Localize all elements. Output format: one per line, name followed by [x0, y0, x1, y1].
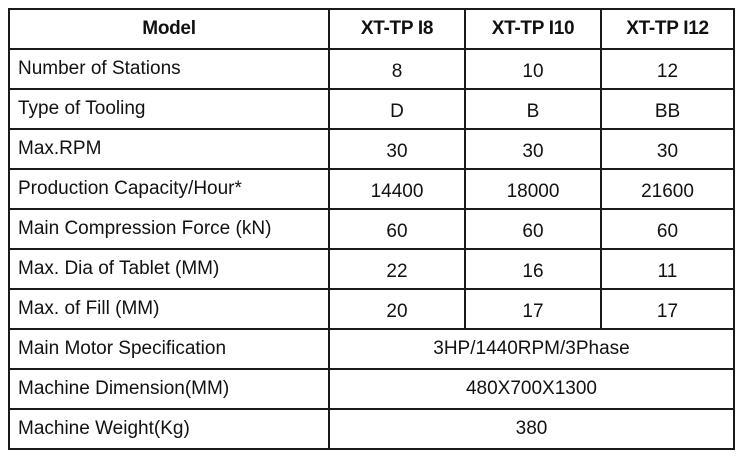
cell-value: 60 — [465, 209, 601, 249]
row-label: Main Compression Force (kN) — [9, 209, 329, 249]
table-row — [9, 209, 734, 249]
cell-value-spanned: 380 — [329, 409, 734, 449]
table-row — [9, 329, 734, 369]
row-label: Production Capacity/Hour* — [9, 169, 329, 209]
cell-value: 17 — [465, 289, 601, 329]
model-name-i8: XT-TP I8 — [329, 9, 465, 49]
cell-value: 10 — [465, 49, 601, 89]
cell-value: 22 — [329, 249, 465, 289]
cell-value: 18000 — [465, 169, 601, 209]
cell-value: 17 — [601, 289, 734, 329]
cell-value: B — [465, 89, 601, 129]
row-label: Max.RPM — [9, 129, 329, 169]
cell-value: 30 — [465, 129, 601, 169]
table-row — [9, 89, 734, 129]
table-row — [9, 409, 734, 449]
specification-table — [8, 8, 735, 450]
cell-value: 8 — [329, 49, 465, 89]
table-row — [9, 169, 734, 209]
cell-value: BB — [601, 89, 734, 129]
table-row — [9, 249, 734, 289]
row-label: Max. of Fill (MM) — [9, 289, 329, 329]
row-label: Machine Dimension(MM) — [9, 369, 329, 409]
table-row — [9, 129, 734, 169]
table-row — [9, 369, 734, 409]
table-row — [9, 49, 734, 89]
row-label: Max. Dia of Tablet (MM) — [9, 249, 329, 289]
cell-value: 60 — [601, 209, 734, 249]
cell-value: 11 — [601, 249, 734, 289]
cell-value: 60 — [329, 209, 465, 249]
cell-value: 14400 — [329, 169, 465, 209]
cell-value-spanned: 480X700X1300 — [329, 369, 734, 409]
model-name-i10: XT-TP I10 — [465, 9, 601, 49]
cell-value: 16 — [465, 249, 601, 289]
cell-value: 30 — [601, 129, 734, 169]
cell-value: D — [329, 89, 465, 129]
row-label: Machine Weight(Kg) — [9, 409, 329, 449]
cell-value: 30 — [329, 129, 465, 169]
cell-value: 20 — [329, 289, 465, 329]
table-row — [9, 289, 734, 329]
cell-value: 21600 — [601, 169, 734, 209]
model-header: Model — [9, 9, 329, 49]
model-name-i12: XT-TP I12 — [601, 9, 734, 49]
row-label: Number of Stations — [9, 49, 329, 89]
cell-value-spanned: 3HP/1440RPM/3Phase — [329, 329, 734, 369]
cell-value: 12 — [601, 49, 734, 89]
header-row — [9, 9, 734, 49]
row-label: Main Motor Specification — [9, 329, 329, 369]
row-label: Type of Tooling — [9, 89, 329, 129]
